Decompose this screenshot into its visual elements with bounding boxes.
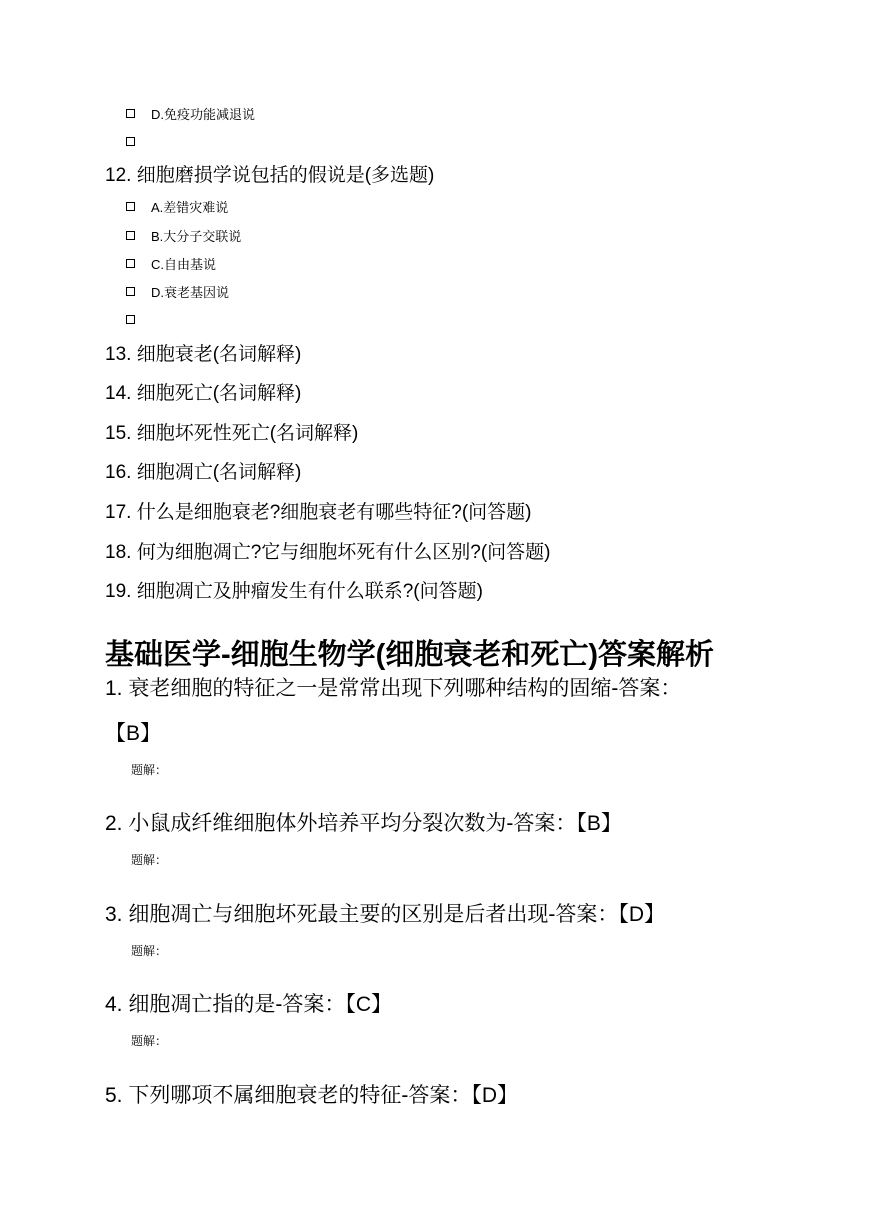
answer-2-note: 题解： [131,853,168,867]
checkbox-icon[interactable] [126,287,135,296]
answer-4-line: 4. 细胞凋亡指的是-答案：【C】 [105,993,393,1016]
answer-3-line: 3. 细胞凋亡与细胞坏死最主要的区别是后者出现-答案：【D】 [105,903,666,926]
q12-option-c[interactable] [126,252,216,274]
checkbox-icon[interactable] [126,202,135,211]
q11-option-empty[interactable] [126,130,151,152]
answer-section-heading: 基础医学-细胞生物学(细胞衰老和死亡)答案解析 [105,639,714,671]
q12-option-a[interactable] [126,195,228,217]
question-13: 13. 细胞衰老(名词解释) [105,344,302,365]
q12-option-d[interactable] [126,280,229,302]
question-12-title: 12. 细胞磨损学说包括的假说是(多选题) [105,165,435,186]
option-label: D.衰老基因说 [151,284,230,300]
option-label: D.免疫功能减退说 [151,106,256,122]
question-18: 18. 何为细胞凋亡?它与细胞坏死有什么区别?(问答题) [105,542,551,563]
checkbox-icon[interactable] [126,137,135,146]
answer-1-line: 1. 衰老细胞的特征之一是常常出现下列哪种结构的固缩-答案： [105,677,682,700]
checkbox-icon[interactable] [126,109,135,118]
option-label: A.差错灾难说 [151,199,229,215]
checkbox-icon[interactable] [126,315,135,324]
question-16: 16. 细胞凋亡(名词解释) [105,462,302,483]
option-label: C.自由基说 [151,256,217,272]
answer-1-mark: 【B】 [105,722,162,745]
answer-4-note: 题解： [131,1034,168,1048]
answer-1-note: 题解： [131,763,168,777]
answer-2-line: 2. 小鼠成纤维细胞体外培养平均分裂次数为-答案：【B】 [105,812,622,835]
question-14: 14. 细胞死亡(名词解释) [105,383,302,404]
checkbox-icon[interactable] [126,231,135,240]
q11-option-d[interactable] [126,102,255,124]
option-label: B.大分子交联说 [151,228,242,244]
question-15: 15. 细胞坏死性死亡(名词解释) [105,423,359,444]
answer-3-note: 题解： [131,944,168,958]
q12-option-b[interactable] [126,224,241,246]
checkbox-icon[interactable] [126,259,135,268]
answer-5-line: 5. 下列哪项不属细胞衰老的特征-答案：【D】 [105,1084,519,1107]
q12-option-empty[interactable] [126,308,151,330]
question-19: 19. 细胞凋亡及肿瘤发生有什么联系?(问答题) [105,581,483,602]
question-17: 17. 什么是细胞衰老?细胞衰老有哪些特征?(问答题) [105,502,532,523]
